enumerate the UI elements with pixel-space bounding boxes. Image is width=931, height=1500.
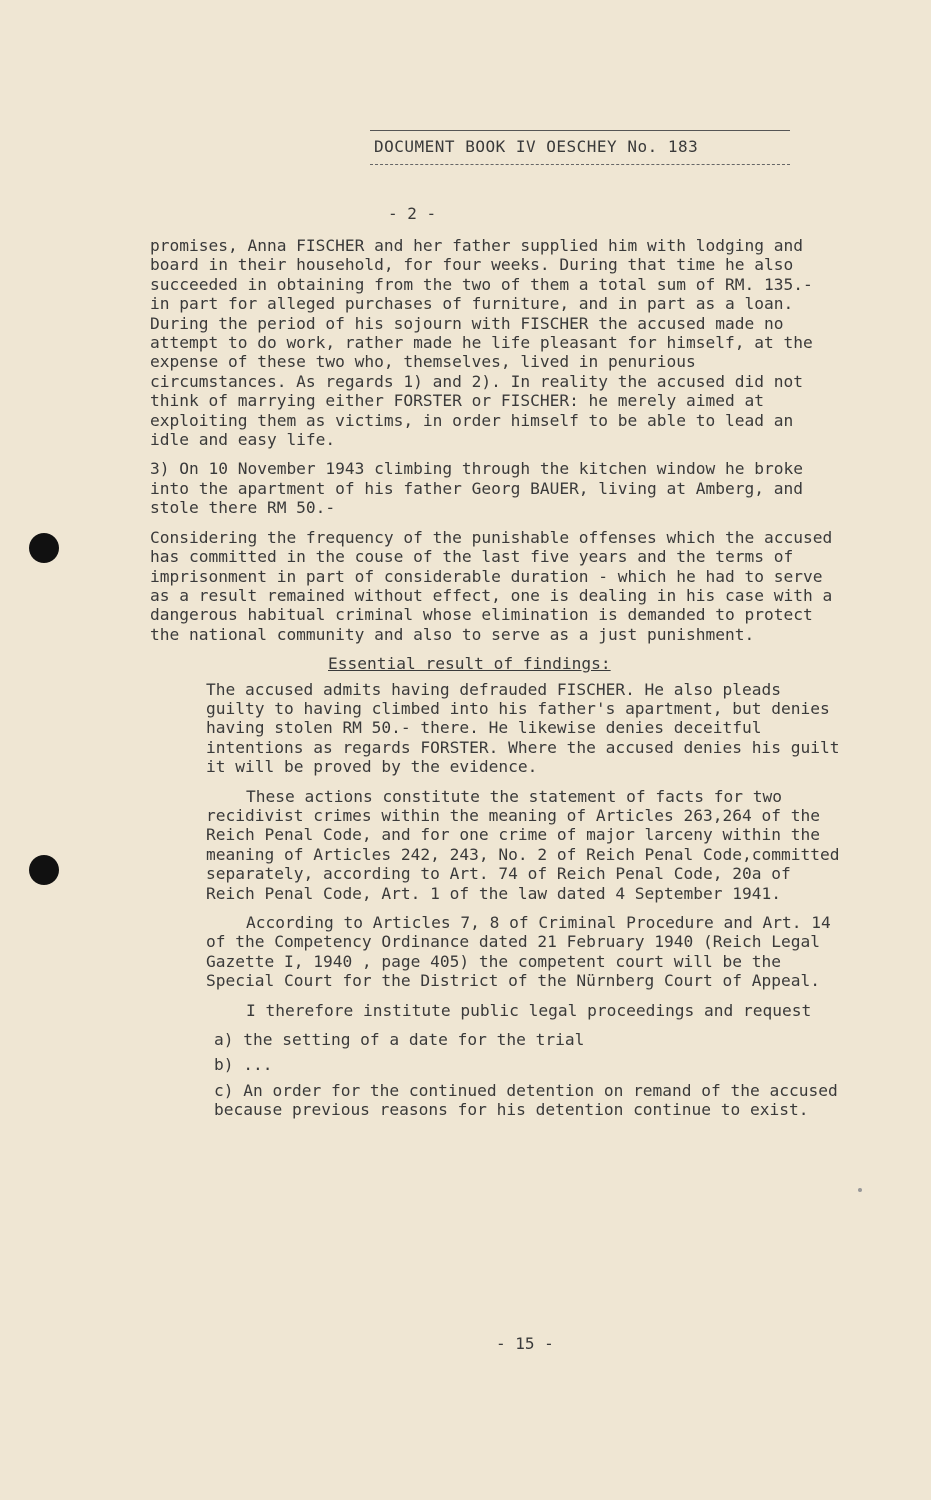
paragraph-competent-court: According to Articles 7, 8 of Criminal Procedure and Art. 14 of the Competency Ordinance dated 21 February 1940 (Reich Legal Gazette I, 1940 , page 405) the competent court will be the Special Court for the District of the Nürnberg Court of Appeal. <box>206 913 831 991</box>
paper-speck <box>858 1188 862 1192</box>
footer-page-number: - 15 - <box>496 1334 554 1353</box>
document-header <box>370 130 790 165</box>
page-marker: - 2 - <box>388 204 437 223</box>
section-heading-findings: Essential result of findings: <box>328 654 611 674</box>
paragraph-institute-proceedings: I therefore institute public legal proceedings and request <box>246 1000 812 1020</box>
punch-hole-bottom <box>29 855 59 885</box>
paragraph-actions-constitute: These actions constitute the statement of facts for two recidivist crimes within the meaning of Articles 263,264 of the Reich Penal Code, and for one crime of major larceny within the meaning of Articles 242, 243, No. 2 of Reich Penal Code,committed separately, according to Art. 74 of Reich Penal Code, 20a of Reich Penal Code, Art. 1 of the law dated 4 September 1941. <box>206 786 840 903</box>
paragraph-accused-admits: The accused admits having defrauded FISCHER. He also pleads guilty to having climbed into his father's apartment, but denies having stolen RM 50.- there. He likewise denies deceitful intentions as regards FORSTER. Where the accused denies his guilt it will be proved by the evidence. <box>206 679 840 777</box>
paragraph-promises: promises, Anna FISCHER and her father supplied him with lodging and board in their household, for four weeks. During that time he also succeeded in obtaining from the two of them a total sum of RM. 135.- in part for alleged purchases of furniture, and in part as a loan. During the period of his sojourn with FISCHER the accused made no attempt to do work, rather made he life pleasant for himself, at the expense of these two who, themselves, lived in penurious circumstances. As regards 1) and 2). In reality the accused did not think of marrying either FORSTER or FISCHER: he merely aimed at exploiting them as victims, in order himself to be able to lead an idle and easy life. <box>150 236 813 450</box>
request-item-b: b) ... <box>214 1055 273 1075</box>
header-bottom-rule <box>370 164 790 165</box>
request-item-c: c) An order for the continued detention on remand of the accused because previous reasons for his detention continue to exist. <box>214 1080 838 1120</box>
request-item-a: a) the setting of a date for the trial <box>214 1030 585 1050</box>
document-book-title: DOCUMENT BOOK IV OESCHEY No. 183 <box>374 137 699 156</box>
punch-hole-top <box>29 533 59 563</box>
paragraph-item-3: 3) On 10 November 1943 climbing through the kitchen window he broke into the apartment of his father Georg BAUER, living at Amberg, and stole there RM 50.- <box>150 459 803 518</box>
paragraph-considering: Considering the frequency of the punishable offenses which the accused has committed in the couse of the last five years and the terms of imprisonment in part of considerable duration - which he had to serve as a result remained without effect, one is dealing in his case with a dangerous habitual criminal whose elimination is demanded to protect the national community and also to serve as a just punishment. <box>150 527 833 644</box>
document-body <box>150 236 840 1126</box>
header-top-rule <box>370 130 790 131</box>
